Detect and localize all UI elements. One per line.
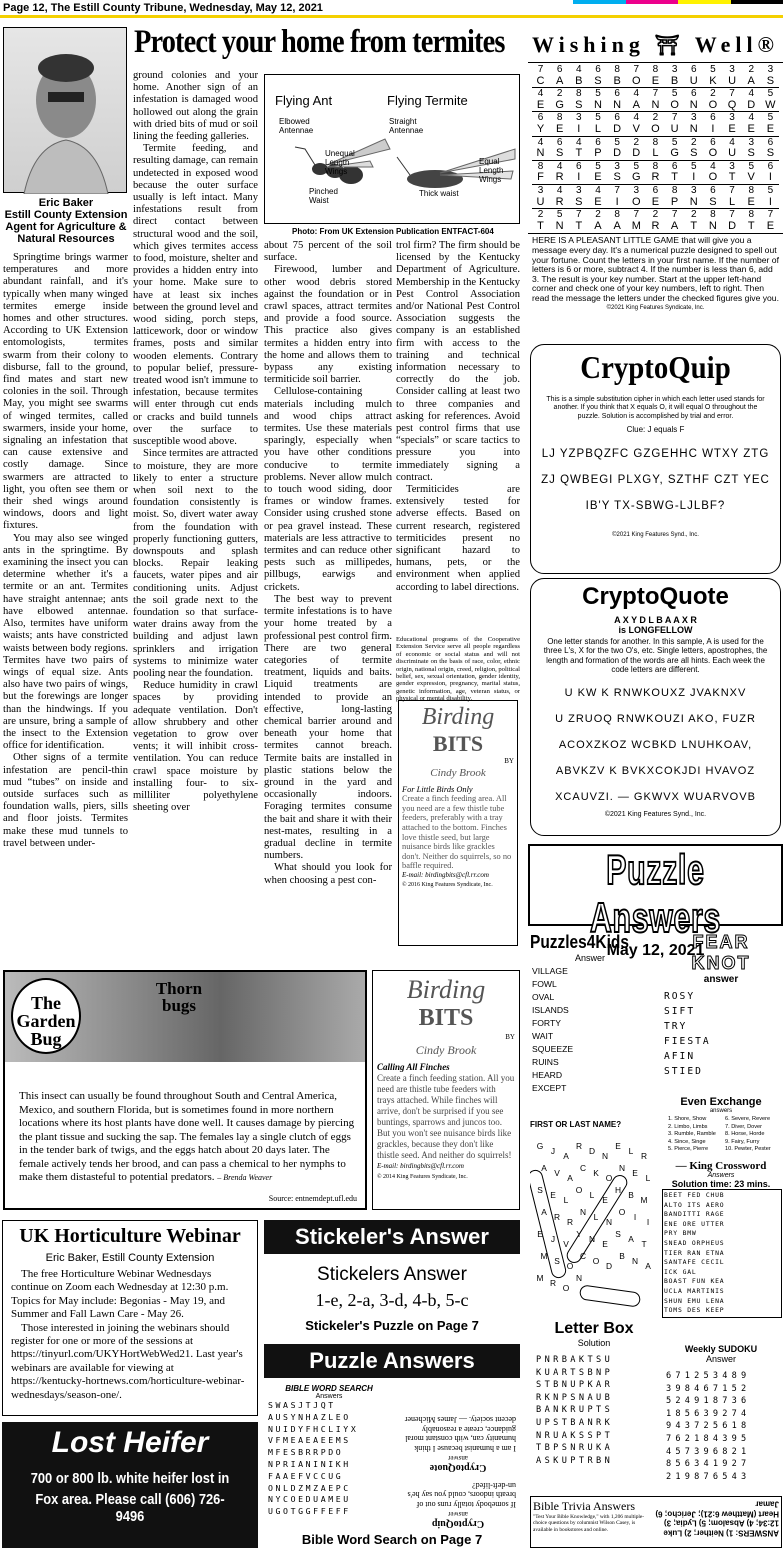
even-exchange-pair: 1. Shore, Show [668,1116,707,1122]
wordsearch-letter: O [575,1185,583,1195]
fearknot-word: FIESTA [664,1036,711,1047]
wordsearch-letter: N [618,1163,626,1173]
termite-note-2: Equal Length Wings [479,157,504,184]
cryptoquote-line: U KW K RNWKOUXZ JVAKNXV [564,686,747,699]
p4k-word: OVAL [532,992,555,1002]
fear-knot [660,932,782,1096]
weekly-sudoku [660,1344,782,1494]
wordsearch-letter: O [605,1173,613,1183]
fearknot-word: STIED [664,1066,703,1077]
wordsearch-letter: G [536,1141,544,1151]
even-exchange-pair: 9. Fairy, Furry [725,1138,760,1145]
p4k-word: VILLAGE [532,966,568,976]
p4k-word: RUINS [532,1057,559,1067]
lost-heifer-line-2: Fox area. Please call (606) 726-9496 [35,1491,225,1525]
birding-copyright: © 2014 King Features Syndicate, Inc. [377,1174,468,1180]
wordsearch-letter: M [640,1195,648,1205]
cryptoquip-intro: This is a simple substitution cipher in which each letter used stands for another. If you think that X equals O, it will equal O throughout the puzzle. Solution is accomplished by trial and error. [546,396,765,420]
author-photo [3,27,127,193]
ant-note-3: Pinched Waist [309,187,338,205]
puzzles4kids [530,932,650,1112]
article-column-3 [264,240,392,942]
article-column-1 [3,252,128,942]
bws-row: AUSYNHAZLEO [268,1411,351,1422]
wishing-well-row: T N T A A M R A T N D T E [537,219,775,232]
sudoku-row: 943725618 [666,1421,751,1432]
wordsearch-letter: L [593,1212,599,1222]
article-paragraph: Springtime brings warmer temperatures and more abundant rainfall, and it's typically when many winged termites emerge inside homes and other structures. According to UK Extension entomologists, termites swarm from their colony to disburse, fall to the ground, find mates and start new colonies in the soil. Through May, you might see swarms of winged termites, called swarmers, inside your home, signaling an infestation that can cause extensive and costly damage. Since swarmers are attracted to light, you often see them or their shed wings around windows, doors and light fixtures. [3,252,128,532]
garden-bug-text [19,1090,357,1185]
bws-row: VFMEAEAEEMS [268,1435,351,1446]
p4k-title: Puzzles4Kids [530,932,629,952]
lost-heifer-line-1: 700 or 800 lb. white heifer lost in [30,1470,230,1487]
bible-trivia-answers: ANSWERS: 1) Neither; 2) Luke 12:34; 4) Absalom; 5) Lydia; 3) Heart (Matthew 6:21); Jericho; 6) Jamar [655,1499,779,1538]
wordsearch-letter: L [563,1195,569,1205]
crossword-row: TIER RAN ETNA [664,1248,725,1257]
bws-row: FAAEFVCCUG [268,1470,344,1481]
wishing-well-row: E G S N N A N O N O Q D W [536,98,776,111]
wordsearch-letter: V [554,1168,560,1178]
wordsearch-letter: L [628,1146,634,1156]
sudoku-row: 185639274 [666,1408,751,1419]
even-exchange-title: Even Exchange [680,1096,762,1108]
crossword-row: BEET FED CHUB [664,1191,725,1199]
letter-box-row: KUARTSBNP [536,1367,614,1378]
letter-box-row: TBPSNRUKA [536,1443,614,1454]
king-crossword-title: — King Crossword [675,1160,767,1172]
fearknot-word: TRY [664,1021,688,1032]
fearknot-title: FEAR KNOT [691,932,751,973]
cryptoquote-sample-2: is LONGFELLOW [618,625,693,635]
cryptoquote-line: ACOXZKOZ WCBKD LNUHKOAV, [558,738,753,751]
wordsearch-letter: E [537,1229,543,1239]
letter-box-row: STBNUPKAR [536,1380,614,1391]
fearknot-words [660,985,782,1083]
garden-bug-body: This insect can usually be found throughout South and Central America, Mexico, and southern Florida, but is sometimes found in more northern locations where its host plants have done well. It causes damage by piercing the plant tissue and sucking the sap. The females lay a single clutch of eggs in the tender bark of twigs, and the eggs hatch about 20 days later. The female actively tends her brood, and can pass a chemical to her nymphs to make them distasteful to potential predators. [19,1090,355,1183]
bws-row: NUIDYFHCLIYX [268,1423,359,1434]
birding-logo-1: Birding [406,975,486,1004]
even-exchange-pair: 2. Limbo, Limbs [668,1123,708,1130]
wordsearch-letter: C [579,1251,587,1261]
extension-disclaimer: Educational programs of the Cooperative Extension Service serve all people regardless of economic or social status and will not discriminate on the basis of race, color, ethnic origin, national origin, creed, religion, political belief, sex, sexual orientation, gender identity, gender expression, pregnancy, marital status, genetic information, age, veteran status, or physical or mental disability. [396,636,520,703]
even-exchange-pair: 7. Diver, Dover [725,1123,762,1130]
letter-box [530,1320,658,1490]
fearknot-sub: answer [703,974,739,985]
cryptoquote-intro: One letter stands for another. In this sample, A is used for the three L's, X for the two O's, etc. Single letters, apostrophes, the length and formation of the words are all hints. Each week the code letters are different. [543,637,768,675]
cryptoquote-line: XCAUVZI. — GKWVX WUARVOVB [555,790,756,803]
wordsearch-letter: R [549,1278,557,1288]
birding-by: BY [504,757,514,765]
cryptoquip-clue: Clue: J equals F [626,425,685,435]
wishing-well-row: 7 6 4 6 8 7 8 3 6 5 3 2 3 [537,64,774,75]
webinar-box [2,1220,258,1416]
wordsearch-letter: N [579,1207,587,1217]
wordsearch-letter: D [588,1146,596,1156]
figure-label-termite: Flying Termite [387,93,468,108]
wordsearch-letter: B [619,1251,625,1261]
bws-note: Bible Word Search on Page 7 [301,1532,483,1547]
stickeler-note: Stickeler's Puzzle on Page 7 [305,1318,479,1333]
garden-bug-byline: – Brenda Weaver [217,1173,273,1182]
crossword-row: BOAST FUN KEA [664,1277,725,1286]
p4k-word: ISLANDS [532,1005,569,1015]
stickeler-title: Stickelers Answer [317,1264,467,1285]
letter-box-grid [536,1354,658,1467]
sudoku-row: 219876543 [666,1471,751,1482]
wishing-well-title-right: Well® [694,32,779,57]
cryptoquip-line: ZJ QWBEGI PLXGY, SZTHF CZT YEC [541,474,770,487]
crossword-row: BANDITTI RAGE [664,1210,725,1219]
sudoku-sub: Answer [705,1354,736,1364]
wordsearch-letter: T [641,1239,647,1249]
birding-heading: Calling All Finches [377,1062,450,1072]
wordsearch-letter: E [615,1141,621,1151]
article-column-2 [133,70,258,942]
wordsearch-letter: V [563,1239,569,1249]
article-paragraph: You may also see winged ants in the springtime. By examining the insect you can determine whether it's a termite or an ant. Termites have straight antennae; ants have elbowed antennae. Also, termites have uniform waists; ants have constricted waists between body regions. Termites have two pairs of wings of equal size. Ants also have two pairs of wings, but the forewings are longer than the hindwings. If you are unsure, bring a sample of the insect to the Extension office for identification. [3,532,128,752]
wordsearch-letter: O [592,1256,600,1266]
wordsearch-letter: N [588,1234,596,1244]
sudoku-row: 762184395 [666,1433,751,1444]
wishing-well-instructions: HERE IS A PLEASANT LITTLE GAME that will give you a message every day. It's a numerical puzzle designed to spell out your fortune. Count the letters in your first name. If the number of letters is 6 or more, subtract 4. If the number is less than 6, add 3. The result is your key number. Start at the upper left-hand corner and check one of your key numbers, left to right. Then read the message the letters under the checked figures give you. [532,235,779,303]
crossword-row: ICK GAL [664,1267,697,1276]
article-headline: Protect your home from termites [134,24,505,60]
cryptoquote-line: ABVKZV K BVKXCOKJDI HVAVOZ [555,764,756,777]
p4k-words [530,963,650,1097]
wishing-well-row: 6 8 3 5 6 4 2 7 3 6 3 4 5 [537,112,774,124]
letter-box-row: BANKRUPTS [536,1405,614,1416]
wordsearch-letter: N [575,1273,583,1283]
lost-heifer-title: Lost Heifer [51,1426,209,1459]
birding-email: E-mail: birdingbits@cfl.rr.com [377,1162,464,1170]
wordsearch-letter: O [566,1261,574,1271]
fearknot-word: AFIN [664,1051,696,1062]
bible-word-search [264,1384,394,1530]
bws-row: NYCOEDUAMEU [268,1494,351,1505]
wordsearch-letter: R [575,1141,583,1151]
wishing-well-grid [528,62,783,234]
crossword-row: SHUN EMU LENA [664,1296,725,1305]
even-exchange-pair: 6. Severe, Revere [725,1116,771,1122]
letter-box-title: Letter Box [554,1320,634,1337]
article-paragraph: Other signs of a termite infestation are pencil-thin mud “tubes” on inside and outside surfaces such as foundation walls, piers, sills and floor joists. Termites make these mud tunnels to travel between under- [3,752,128,849]
bws-grid [264,1400,394,1518]
wordsearch-letter: B [628,1190,634,1200]
article-paragraph: trol firm? The firm should be licensed by the Kentucky Department of Agriculture. Membership in the Kentucky Pest Control Association and/or National Pest Control Association suggests the company is an established firm with access to the training and technical information necessary to correctly do the job. Consider calling at least two to three companies and asking for references. Avoid pest control firms that use “specials” or scare tactics to pressure you into immediately signing a contract. [396,240,520,483]
wordsearch-letter: A [563,1151,569,1161]
wishing-well-row: U R S E I O E P N S L E I [536,195,772,208]
wishing-well-row: 2 5 7 2 8 7 2 7 2 8 7 8 7 [537,209,774,221]
wordsearch-letter: J [550,1234,556,1244]
garden-bug-source: Source: entnemdept.ufl.edu [268,1194,357,1203]
stickeler-answer: 1-e, 2-a, 3-d, 4-b, 5-c [315,1290,469,1310]
wordsearch-letter: R [553,1212,561,1222]
article-paragraph: The best way to prevent termite infestations is to have your home treated by a professional pest control firm. There are two general categories of termite treatment, liquids and baits. Liquid treatments are intended to provide an effective, long-lasting chemical barrier around and beneath your home that termites cannot breach. Termite baits are installed in plastic stations below the ground in the yard and occasionally indoors. Foraging termites consume the bait and share it with their nest-mates, resulting in a gradual decline in termite numbers. [264,593,392,862]
birding-logo-1: Birding [421,704,495,730]
cq-cryptoquip-title: CryptoQuip [431,1518,485,1529]
puzzle-answers-banner-2: Puzzle Answers [264,1344,520,1378]
garden-bug-title: Thorn bugs [155,979,203,1015]
crossword-row: SNEAD ORPHEUS [664,1238,725,1247]
article-paragraph: Termiticides are extensively tested for adverse effects. Based on current research, registered termiticides present no significant hazard to humans, pets, or the environment when applied according to label directions. [396,484,520,593]
sudoku-row: 856341927 [666,1459,751,1470]
wordsearch-letter: H [614,1185,622,1195]
wishing-well-row: 8 4 6 5 3 5 8 6 5 4 3 5 6 [537,160,774,172]
wordsearch-letter: A [541,1163,547,1173]
article-paragraph: Since termites are attracted to moisture, they are more likely to enter a structure when soil next to the foundation consistently is moist. So, divert water away from the foundation with properly functioning gutters, downspouts and splash blocks. Repair leaking faucets, water pipes and air conditioning units. Adjust the soil grade next to the foundation so that surface-water drains away from the building and adjust lawn sprinklers and irrigation systems to minimize water pooling near the foundation. [133,448,258,679]
wishing-well [528,24,783,336]
crossword-row: ENE ORE UTTER [664,1219,725,1228]
first-last-name [530,1120,658,1316]
sudoku-row: 398467152 [666,1383,751,1394]
wishing-well-row: C A B S B O E B U K U A S [536,74,775,87]
wordsearch-letter: E [602,1239,608,1249]
birding-author: Cindy Brook [415,1043,477,1057]
even-exchange-right [725,1116,782,1154]
color-bar [573,0,783,4]
bws-row: NPRIANINIKH [268,1458,351,1469]
even-exchange [660,1096,782,1158]
birding-text: Create a finch feeding area. All you need are a few thistle tube feeders, preferably with a tray attached to the bottom. Finches love thistle seed, but large nuisance birds like grackles don't. Neither do squirrels, so no baffle required. [402,794,512,871]
figure-label-ant: Flying Ant [275,93,333,108]
bws-row: UGOTGGFFEFF [268,1506,351,1517]
cryptoquip-copyright: ©2021 King Features Synd., Inc. [612,532,699,539]
p4k-word: EXCEPT [532,1083,567,1093]
puzzle-answers-title: Puzzle Answers [589,846,722,941]
cq-cryptoquip-sub: answer [448,1510,468,1519]
lost-heifer-ad [2,1422,258,1548]
king-crossword-grid [662,1189,782,1318]
cq-cryptoquote-title: CryptoQuote [429,1462,487,1474]
puzzle-answers-date: May 12, 2021 [606,942,705,959]
cryptoquote-copyright: ©2021 King Features Synd., Inc. [604,810,707,818]
sudoku-row: 524918736 [666,1396,751,1407]
wordsearch-letter: J [550,1146,556,1156]
wordsearch-letter: I [646,1217,650,1227]
p4k-word: SQUEEZE [532,1044,574,1054]
letter-box-sub: Solution [577,1338,611,1348]
ant-note-2: Unequal Length Wings [325,149,355,176]
king-crossword-time: Solution time: 23 mins. [671,1179,771,1189]
crossword-row: UCLA MARTINIS [664,1286,725,1295]
wordsearch-letter: M [540,1251,548,1261]
stickeler-banner: Stickeler's Answer [264,1220,520,1254]
letter-box-row: ASKUPTRBN [536,1455,614,1466]
article-paragraph: ground colonies and your home. Another sign of an infestation is damaged wood hollowed out along the grain with dried bits of mud or soil lining the feeding galleries. [133,70,258,143]
article-paragraph: What should you look for when choosing a pest con- [264,862,392,886]
even-exchange-left [660,1116,725,1154]
fearknot-word: SIFT [664,1006,696,1017]
crossword-row: PRY BMW [664,1229,697,1238]
author-title-1: Estill County Extension [4,209,128,221]
wordsearch-letter: S [537,1185,543,1195]
webinar-title: UK Horticulture Webinar [19,1225,241,1247]
cq-cryptoquote-sub: answer [448,1454,468,1463]
birding-logo-2: BITS [418,1005,474,1031]
author-photo-illustration [4,28,128,194]
fearknot-word: ROSY [664,991,696,1002]
page-header-text: Page 12, The Estill County Tribune, Wednesday, May 12, 2021 [3,2,323,14]
article-paragraph: Reduce humidity in crawl spaces by providing adequate ventilation. Don't allow shrubbery and other vegetation to grow over vents; it will inhibit cross-ventilation. You can reduce crawl space moisture by installing four- to six-milliliter polyethylene sheeting over [133,680,258,814]
even-exchange-pair: 3. Rumble, Ramble [668,1131,716,1138]
wishing-well-row: Y E I L D V O U N I E E E [536,122,775,135]
cryptoquote-line: U ZRUOQ RNWKOUZI AKO, FUZR [555,712,756,725]
wishing-well-title-left: Wishing [532,32,645,57]
birding-copyright: © 2016 King Features Syndicate, Inc. [402,881,493,888]
wordsearch-letter: O [618,1207,626,1217]
birding-by: BY [505,1033,515,1041]
wordsearch-letter: E [550,1190,556,1200]
wordsearch-letter: D [605,1261,613,1271]
wishing-well-row: 4 2 8 5 6 4 7 5 6 2 7 4 5 [537,88,774,100]
wordsearch-letter: N [631,1256,639,1266]
wordsearch-letter: M [536,1273,544,1283]
crossword-row: ALTO ITS AERO [664,1200,725,1209]
wordsearch-letter: A [628,1234,634,1244]
webinar-paragraph-2: Those interested in joining the webinars should register for one or more of the sessions at https://tinyurl.com/UKYHortWebWed21. Last year's webinars are available for viewing at https://kentucky-hortnews.com/horticulture-webinar-wednesdays/season-one/. [11,1321,245,1401]
wordsearch-letter: N [601,1151,609,1161]
even-exchange-pair: 8. Horse, Horde [725,1131,765,1138]
figure-credit: Photo: From UK Extension Publication ENTFACT-604 [292,227,494,236]
wordsearch-letter: R [640,1151,648,1161]
even-exchange-pair: 4. Since, Singe [668,1138,706,1145]
wordsearch-letter: L [645,1173,651,1183]
cq-cryptoquote-text: I am a humanist because I think humanity can, with constant moral guidance, create a reasonably decent society. — James Michener [404,1415,516,1453]
cryptoquip-line: LJ YZPBQZFC GZGEHHC WTXY ZTG [541,448,770,461]
cryptoquote [530,578,781,836]
bible-trivia-title: Bible Trivia Answers [533,1499,636,1513]
wordsearch-letter: R [566,1217,574,1227]
wordsearch-letter: S [554,1256,560,1266]
wordsearch-letter: Y [576,1229,582,1239]
wordsearch-letter: E [632,1168,638,1178]
birding-logo-2: BITS [432,731,484,756]
author-title-2: Agent for Agriculture & [5,221,127,233]
cq-cryptoquip-text: If somebody totally runs out of breath indoors, could you say he's un-deft-lifed? [407,1480,516,1509]
p4k-word: FOWL [532,979,557,989]
cq-answers-upside-down [398,1384,518,1530]
first-last-title: FIRST OR LAST NAME? [530,1120,622,1129]
garden-bug [3,970,367,1210]
crossword-row: TOMS DES KEEP [664,1306,725,1315]
bws-row: ONLDZMZAEPC [268,1482,351,1493]
wordsearch-letter: L [589,1190,595,1200]
sudoku-title: Weekly SUDOKU [684,1344,758,1354]
bible-trivia-sub: "Test Your Bible Knowledge," with 1,206 multiple-choice questions by columnist Wilson Casey, is available in bookstores and online. [533,1514,645,1533]
birding-bits-box-1 [398,700,518,946]
king-crossword [660,1160,782,1340]
termite-note-3: Thick waist [419,189,459,198]
garden-bug-logo: The Garden Bug [11,978,81,1054]
article-paragraph: Firewood, lumber and other wood debris stored against the foundation or in crawl spaces, attract termites and provide a food source. This practice also gives termites a hidden entry into the home and allows them to bypass any existing termiticide soil barrier. [264,264,392,386]
p4k-word: WAIT [532,1031,554,1041]
well-icon: ⛩ [654,34,686,57]
bws-sub: Answers [315,1393,343,1400]
sudoku-grid [666,1370,782,1483]
letter-box-row: NRUAKSSPT [536,1430,614,1441]
wordsearch-letter: A [541,1207,547,1217]
even-exchange-pair: 10. Pewter, Pester [725,1146,771,1153]
bws-row: SWASJTJQT [268,1400,336,1410]
even-exchange-sub: answers [709,1108,733,1114]
wordsearch-letter: A [645,1261,651,1271]
letter-box-row: RKNPSNAUB [536,1392,614,1403]
wishing-well-row: N S T P D D L G S O U S S [536,147,775,160]
wordsearch-letter: A [567,1173,573,1183]
wordsearch-letter: K [593,1168,599,1178]
wordsearch-letter: S [615,1229,621,1239]
p4k-sub: Answer [574,953,605,963]
article-paragraph: about 75 percent of the soil surface. [264,240,392,264]
article-column-4 [396,240,520,632]
birding-email: E-mail: birdingbits@cfl.rr.com [402,870,489,879]
wordsearch-letter: C [579,1163,587,1173]
wishing-well-row: 3 4 3 4 7 3 6 8 3 6 7 8 5 [537,184,774,196]
wordsearch-letter: I [633,1212,637,1222]
cryptoquip-line: IB'Y TX-SBWG-LJLBF? [585,500,726,513]
article-paragraph: Termite feeding, and resulting damage, can remain undetected in exposed wood because the outer surface usually is left intact. Many infestations result from direct contact between structural wood and the soil, which gives termites access to food, moisture, shelter and provides a hidden entry into your home. Make sure to have at least six inches between the ground level and wood siding, porch steps, latticework, door or window frames, posts and similar wooden elements. Contrary to popular belief, pressure-treated wood isn't immune to infestation, because termites will enter through cut ends or cracks and build tunnels over the surface to susceptible wood above. [133,143,258,448]
termite-note-1: Straight Antennae [389,117,424,135]
bws-title: BIBLE WORD SEARCH [285,1384,373,1393]
author-title-3: Natural Resources [17,233,115,245]
birding-text: Create a finch feeding station. All you need are thistle tube feeders with trays attached. While finches will arrive, don't be surprised if you see buntings, sparrows and juncos too. But you won't see nuisance birds like grackles, because they don't like thistle seed. And neither do squirrels! [377,1073,515,1160]
bible-trivia [530,1496,782,1548]
king-crossword-sub: Answers [707,1172,735,1179]
crossword-row: SANTAFE CECIL [664,1258,725,1267]
cryptoquip-title: CryptoQuip [580,349,731,385]
wordsearch-letter: E [602,1195,608,1205]
birding-bits-box-2 [372,970,520,1210]
birding-author: Cindy Brook [430,766,486,779]
webinar-byline: Eric Baker, Estill County Extension [45,1252,215,1264]
bws-row: MFESBRRPDO [268,1447,344,1458]
article-paragraph: Cellulose-containing materials including mulch and wood chips attract termites. Use these materials sparingly, especially when you have other conditions conducive to termite problems. Never allow mulch to touch wood siding, door frames or window frames. Consider using crushed stone or pea gravel instead. These materials are less attractive to termites and can reduce other pests such as millipedes, pillbugs, earwigs and crickets. [264,386,392,593]
author-name: Eric Baker [38,197,94,209]
letter-box-row: UPSTBANRK [536,1417,614,1428]
webinar-paragraph-1: The free Horticulture Webinar Wednesdays continue on Zoom each Wednesday at 12:30 p.m. Topics for May include: Begonias - May 19, and Summer and Fall Lawn Care - May 26. [11,1268,229,1321]
wishing-well-copyright: ©2021 King Features Syndicate, Inc. [606,305,705,312]
sudoku-row: 457396821 [666,1446,751,1457]
wordsearch-letter: N [605,1217,613,1227]
ant-note-1: Elbowed Antennae [279,117,314,135]
birding-heading: For Little Birds Only [402,784,473,794]
cryptoquip [530,344,781,574]
wishing-well-row: 4 6 4 6 5 2 8 5 2 6 4 3 6 [537,136,774,148]
first-last-wordsearch [530,1129,658,1315]
termite-figure [264,74,520,224]
cryptoquote-sample-1: A X Y D L B A A X R [614,615,697,625]
wordsearch-letter: O [562,1283,570,1293]
p4k-word: HEARD [532,1070,563,1080]
even-exchange-pair: 5. Pierce, Pierre [668,1146,709,1153]
cryptoquote-title: CryptoQuote [582,583,729,610]
p4k-word: FORTY [532,1018,561,1028]
king-crossword-title-text: King Crossword [689,1160,767,1172]
letter-box-row: PNRBAKTSU [536,1355,614,1365]
sudoku-row: 671253489 [666,1371,751,1381]
author-caption [3,197,129,245]
wishing-well-row: F R I E S G R T I O T V I [537,171,772,184]
